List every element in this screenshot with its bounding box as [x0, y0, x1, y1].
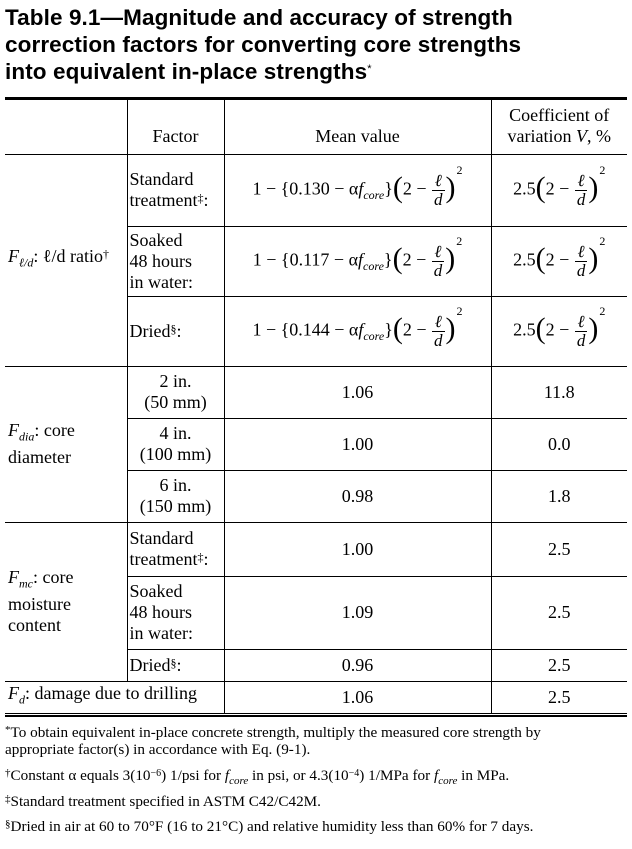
diameter-2in: 2 in. (50 mm) — [127, 366, 224, 418]
mean-value: 0.98 — [224, 470, 491, 522]
correction-factor-table — [5, 100, 627, 714]
cov-value: 2.5 — [491, 576, 627, 649]
table-row — [5, 154, 627, 226]
cov-formula: 2.5(2 − $\frac{\text{ℓ}}{d}$ )$^2$ — [491, 226, 627, 296]
header-mean-value: Mean value — [224, 100, 491, 154]
title-line-3: into equivalent in-place strengths* — [5, 59, 372, 84]
condition-dried: Dried§: — [127, 296, 224, 366]
table-title — [5, 4, 627, 85]
mean-value: 1.00 — [224, 418, 491, 470]
title-footnote-marker: * — [367, 63, 372, 75]
footnote-double-dagger: ‡Standard treatment specified in ASTM C42/C42M. — [5, 793, 321, 810]
mean-formula: $1 - \{0.144 - \alpha f_{core}\}(2$ − $\frac{\text{ℓ}}{d}$ )$^2$ — [224, 296, 491, 366]
cov-value: 11.8 — [491, 366, 627, 418]
factor-ld-ratio: $F_{\ell/d}$: ℓ/d ratio† — [5, 154, 127, 366]
cov-formula: 2.5(2 − $\frac{\text{ℓ}}{d}$ )$^2$ — [491, 296, 627, 366]
mean-value: 1.06 — [224, 681, 491, 713]
header-coefficient-of-variation: Coefficient of variation V, % — [491, 100, 627, 154]
table-bottom-rule — [5, 715, 627, 717]
footnote-dagger: †Constant α equals $3(10^{-6})$ 1/psi for $f_{core}$ in psi, or $4.3(10^{-4})$ 1/MPa for $f_{core}$ in MPa. — [5, 767, 510, 788]
title-line-1: Table 9.1—Magnitude and accuracy of strength — [5, 5, 513, 30]
condition-standard-treatment: Standard treatment‡: — [127, 154, 224, 226]
title-line-2: correction factors for converting core strengths — [5, 32, 522, 57]
mean-formula: $1 - \{0.117 - \alpha f_{core}\}(2$ − $\frac{\text{ℓ}}{d}$ )$^2$ — [224, 226, 491, 296]
table-row — [5, 681, 627, 713]
condition-dried: Dried§: — [127, 649, 224, 681]
mean-value: 0.96 — [224, 649, 491, 681]
table-row — [5, 366, 627, 418]
diameter-6in: 6 in. (150 mm) — [127, 470, 224, 522]
cov-value: 0.0 — [491, 418, 627, 470]
cov-value: 2.5 — [491, 522, 627, 576]
footnote-section: §Dried in air at 60 to 70°F (16 to 21°C) and relative humidity less than 60% for 7 days. — [5, 818, 534, 835]
cov-value: 2.5 — [491, 649, 627, 681]
table-row — [5, 522, 627, 576]
factor-damage-drilling: $F_d$: damage due to drilling — [5, 681, 224, 713]
cov-formula: 2.5(2 − $\frac{\text{ℓ}}{d}$ )$^2$ — [491, 154, 627, 226]
mean-value: 1.09 — [224, 576, 491, 649]
header-factor: Factor — [127, 100, 224, 154]
footnote-star: *To obtain equivalent in-place concrete strength, multiply the measured core strength by appropriate factor(s) in accordance with Eq. (9-1). — [5, 724, 541, 758]
header-row — [5, 100, 627, 154]
mean-value: 1.06 — [224, 366, 491, 418]
condition-standard-treatment: Standard treatment‡: — [127, 522, 224, 576]
factor-core-diameter: $F_{dia}$: core diameter — [5, 366, 127, 522]
diameter-4in: 4 in. (100 mm) — [127, 418, 224, 470]
cov-value: 1.8 — [491, 470, 627, 522]
mean-formula: $1 - \{0.130 - \alpha f_{core}\}(2$ − $\frac{\text{ℓ}}{d}$ )$^2$ — [224, 154, 491, 226]
factor-core-moisture: $F_{mc}$: core moisture content — [5, 522, 127, 681]
cov-value: 2.5 — [491, 681, 627, 713]
condition-soaked: Soaked 48 hours in water: — [127, 576, 224, 649]
condition-soaked: Soaked 48 hours in water: — [127, 226, 224, 296]
mean-value: 1.00 — [224, 522, 491, 576]
